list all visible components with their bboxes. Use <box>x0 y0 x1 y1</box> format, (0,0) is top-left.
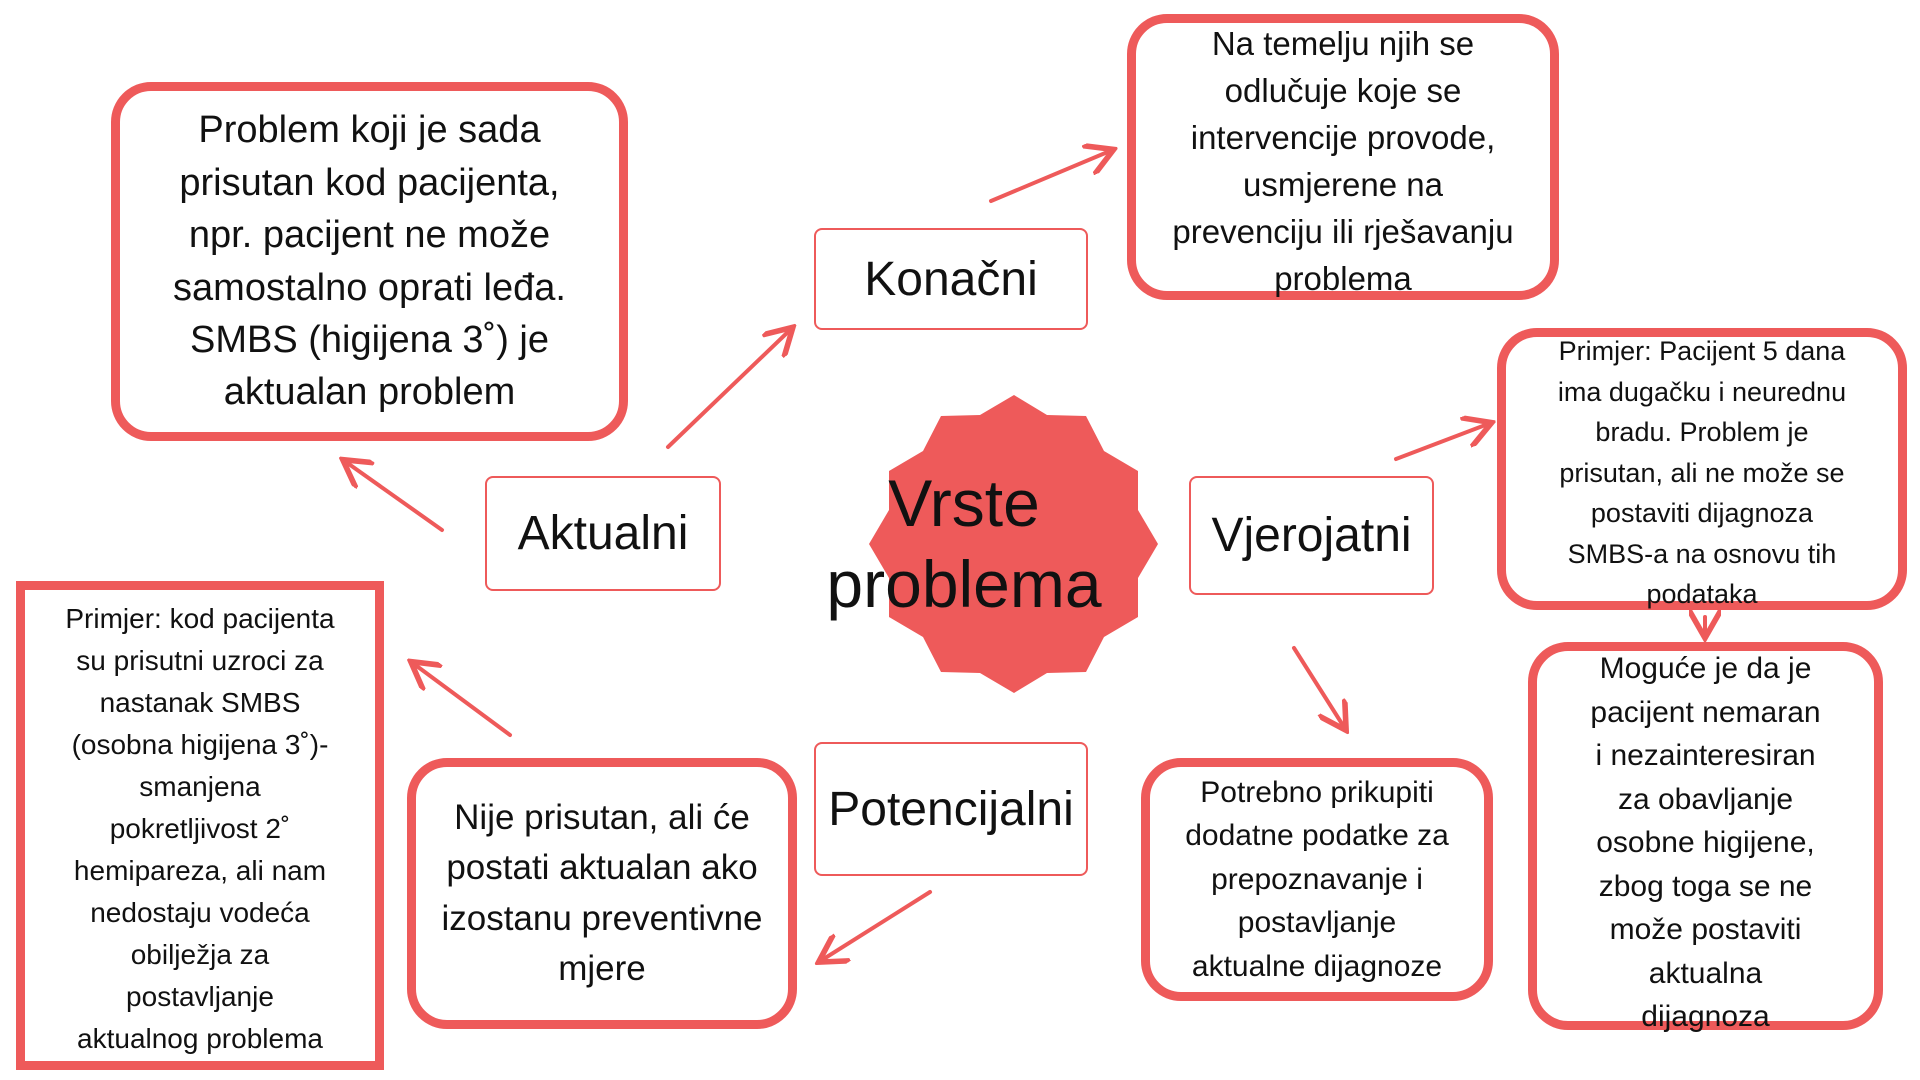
arrow-desc-to-example <box>414 664 510 735</box>
potencijalni-example-box: Primjer: kod pacijenta su prisutni uzroci za nastanak SMBS (osobna higijena 3˚)- smanjena pokretljivost 2˚ hemipareza, ali nam nedostaju vodeća obilježja za postavljanje aktualnog problema <box>16 581 384 1070</box>
konacni-label: Konačni <box>814 228 1088 330</box>
arrow-aktualni-to-konacni <box>668 330 790 447</box>
arrow-aktualni-to-desc <box>346 462 442 530</box>
arrow-vjerojatni-to-example <box>1396 424 1488 459</box>
center-title <box>754 444 1174 644</box>
vjerojatni-label: Vjerojatni <box>1189 476 1434 595</box>
potencijalni-label: Potencijalni <box>814 742 1088 876</box>
vjerojatni-data-box: Potrebno prikupiti dodatne podatke za prepoznavanje i postavljanje aktualne dijagnoze <box>1141 758 1493 1001</box>
center-title-line2: problema <box>826 547 1102 621</box>
potencijalni-description-box: Nije prisutan, ali će postati aktualan ako izostanu preventivne mjere <box>407 758 797 1029</box>
aktualni-label: Aktualni <box>485 476 721 591</box>
konacni-description-box: Na temelju njih se odlučuje koje se intervencije provode, usmjerene na prevenciju ili rješavanju problema <box>1127 14 1559 300</box>
arrow-potencijalni-to-desc <box>822 892 930 960</box>
center-title-line1: Vrste <box>888 466 1040 541</box>
vjerojatni-example-box: Primjer: Pacijent 5 dana ima dugačku i neurednu bradu. Problem je prisutan, ali ne može se postaviti dijagnoza SMBS-a na osnovu tih podataka <box>1497 328 1907 610</box>
aktualni-description-box: Problem koji je sada prisutan kod pacijenta, npr. pacijent ne može samostalno oprati leđa. SMBS (higijena 3˚) je aktualan problem <box>111 82 628 441</box>
vjerojatni-possible-box: Moguće je da je pacijent nemaran i nezainteresiran za obavljanje osobne higijene, zbog toga se ne može postaviti aktualna dijagnoza <box>1528 642 1883 1030</box>
arrow-konacni-to-desc <box>991 151 1110 201</box>
arrow-vjerojatni-to-data <box>1294 648 1344 727</box>
